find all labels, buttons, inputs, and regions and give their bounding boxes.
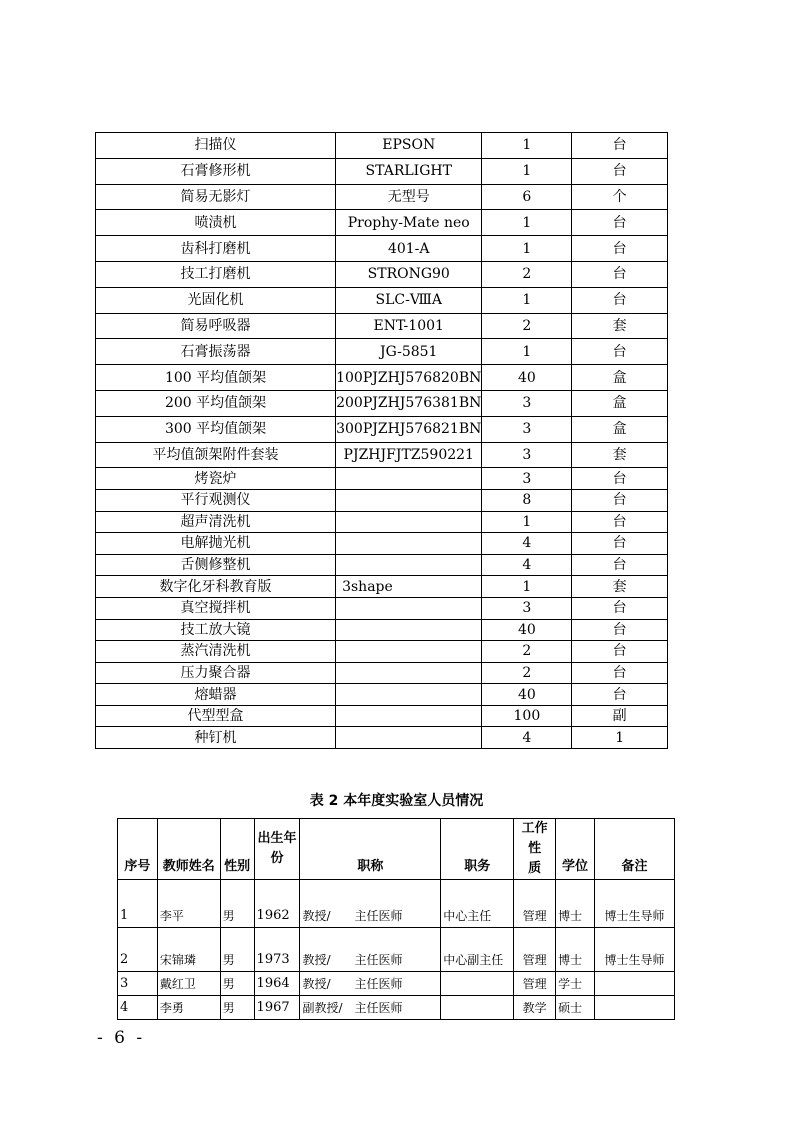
equipment-unit: 台 xyxy=(572,210,668,236)
staff-work-nature: 教学 xyxy=(514,996,556,1020)
equipment-row xyxy=(96,133,668,159)
staff-work-nature: 管理 xyxy=(514,928,556,972)
equipment-unit: 套 xyxy=(572,576,668,598)
staff-seq: 2 xyxy=(118,928,158,972)
equipment-quantity: 40 xyxy=(482,619,572,641)
equipment-model: 401-A xyxy=(336,236,482,262)
equipment-quantity: 2 xyxy=(482,641,572,663)
equipment-unit: 套 xyxy=(572,313,668,339)
staff-degree: 学士 xyxy=(556,972,595,996)
equipment-unit: 台 xyxy=(572,641,668,663)
equipment-quantity: 3 xyxy=(482,442,572,468)
equipment-unit: 台 xyxy=(572,489,668,511)
equipment-name: 100 平均值颌架 xyxy=(96,365,336,391)
equipment-name: 数字化牙科教育版 xyxy=(96,576,336,598)
equipment-quantity: 4 xyxy=(482,533,572,555)
equipment-model xyxy=(336,641,482,663)
equipment-model xyxy=(336,619,482,641)
equipment-model xyxy=(336,511,482,533)
equipment-unit: 1 xyxy=(572,727,668,749)
equipment-row xyxy=(96,554,668,576)
header-work-line2: 质 xyxy=(528,861,542,876)
staff-note: 博士生导师 xyxy=(595,880,675,928)
header-position: 职务 xyxy=(441,819,514,880)
staff-seq: 4 xyxy=(118,996,158,1020)
staff-table-caption: 表 2 本年度实验室人员情况 xyxy=(309,793,484,809)
staff-table xyxy=(117,818,675,1020)
equipment-row xyxy=(96,339,668,365)
equipment-unit: 盒 xyxy=(572,416,668,442)
page-number: - 6 - xyxy=(97,1028,146,1048)
equipment-row xyxy=(96,365,668,391)
equipment-model: 无型号 xyxy=(336,184,482,210)
equipment-model xyxy=(336,533,482,555)
equipment-name: 石膏修形机 xyxy=(96,158,336,184)
header-birth-line1: 出生年 xyxy=(257,831,297,846)
equipment-unit: 台 xyxy=(572,468,668,490)
equipment-row xyxy=(96,705,668,727)
equipment-row xyxy=(96,442,668,468)
equipment-row xyxy=(96,390,668,416)
staff-row xyxy=(118,928,675,972)
equipment-row xyxy=(96,727,668,749)
equipment-name: 平行观测仪 xyxy=(96,489,336,511)
equipment-row xyxy=(96,236,668,262)
staff-work-nature: 管理 xyxy=(514,880,556,928)
equipment-quantity: 3 xyxy=(482,597,572,619)
staff-gender: 男 xyxy=(220,996,254,1020)
header-degree: 学位 xyxy=(556,819,595,880)
equipment-name: 代型型盒 xyxy=(96,705,336,727)
equipment-quantity: 40 xyxy=(482,684,572,706)
staff-note: 博士生导师 xyxy=(595,928,675,972)
equipment-unit: 台 xyxy=(572,533,668,555)
equipment-quantity: 1 xyxy=(482,339,572,365)
staff-degree: 博士 xyxy=(556,880,595,928)
staff-row xyxy=(118,972,675,996)
equipment-model xyxy=(336,597,482,619)
staff-title: 副教授/ 主任医师 xyxy=(300,996,441,1020)
staff-position: 中心副主任 xyxy=(441,928,514,972)
equipment-name: 平均值颌架附件套装 xyxy=(96,442,336,468)
staff-name: 宋锦璘 xyxy=(157,928,220,972)
equipment-name: 真空搅拌机 xyxy=(96,597,336,619)
equipment-row xyxy=(96,184,668,210)
staff-row xyxy=(118,880,675,928)
equipment-name: 熔蜡器 xyxy=(96,684,336,706)
equipment-model: PJZHJFJTZ590221 xyxy=(336,442,482,468)
equipment-quantity: 1 xyxy=(482,236,572,262)
staff-seq: 3 xyxy=(118,972,158,996)
header-birth-line2: 份 xyxy=(270,851,284,866)
equipment-model: 100PJZHJ576820BN xyxy=(336,365,482,391)
equipment-model: JG-5851 xyxy=(336,339,482,365)
header-work-line1: 工作性 xyxy=(521,821,548,856)
equipment-name: 超声清洗机 xyxy=(96,511,336,533)
equipment-unit: 台 xyxy=(572,597,668,619)
staff-work-nature: 管理 xyxy=(514,972,556,996)
equipment-quantity: 40 xyxy=(482,365,572,391)
staff-table-header-row xyxy=(118,819,675,880)
equipment-name: 压力聚合器 xyxy=(96,662,336,684)
equipment-quantity: 3 xyxy=(482,390,572,416)
equipment-name: 舌侧修整机 xyxy=(96,554,336,576)
header-note: 备注 xyxy=(595,819,675,880)
equipment-row xyxy=(96,533,668,555)
equipment-row xyxy=(96,597,668,619)
equipment-unit: 盒 xyxy=(572,365,668,391)
equipment-name: 扫描仪 xyxy=(96,133,336,159)
staff-name: 李平 xyxy=(157,880,220,928)
equipment-model: STARLIGHT xyxy=(336,158,482,184)
equipment-unit: 个 xyxy=(572,184,668,210)
equipment-model: SLC-ⅧA xyxy=(336,287,482,313)
equipment-model: 200PJZHJ576381BN xyxy=(336,390,482,416)
equipment-row xyxy=(96,489,668,511)
staff-name: 戴红卫 xyxy=(157,972,220,996)
staff-title: 教授/ 主任医师 xyxy=(300,928,441,972)
equipment-quantity: 8 xyxy=(482,489,572,511)
staff-position xyxy=(441,996,514,1020)
equipment-unit: 台 xyxy=(572,339,668,365)
staff-position xyxy=(441,972,514,996)
header-work-nature xyxy=(514,819,556,880)
staff-degree: 硕士 xyxy=(556,996,595,1020)
equipment-name: 300 平均值颌架 xyxy=(96,416,336,442)
equipment-quantity: 2 xyxy=(482,313,572,339)
equipment-quantity: 4 xyxy=(482,554,572,576)
equipment-model: STRONG90 xyxy=(336,261,482,287)
equipment-unit: 台 xyxy=(572,158,668,184)
staff-table-body xyxy=(118,880,675,1020)
equipment-name: 烤瓷炉 xyxy=(96,468,336,490)
equipment-unit: 套 xyxy=(572,442,668,468)
staff-note xyxy=(595,996,675,1020)
equipment-row xyxy=(96,576,668,598)
equipment-unit: 副 xyxy=(572,705,668,727)
staff-degree: 博士 xyxy=(556,928,595,972)
equipment-unit: 台 xyxy=(572,554,668,576)
equipment-name: 光固化机 xyxy=(96,287,336,313)
staff-seq: 1 xyxy=(118,880,158,928)
equipment-unit: 台 xyxy=(572,619,668,641)
equipment-unit: 台 xyxy=(572,236,668,262)
equipment-model xyxy=(336,489,482,511)
equipment-row xyxy=(96,641,668,663)
header-name: 教师姓名 xyxy=(157,819,220,880)
staff-note xyxy=(595,972,675,996)
equipment-unit: 盒 xyxy=(572,390,668,416)
equipment-model xyxy=(336,684,482,706)
equipment-row xyxy=(96,684,668,706)
equipment-quantity: 100 xyxy=(482,705,572,727)
equipment-model: ENT-1001 xyxy=(336,313,482,339)
equipment-quantity: 1 xyxy=(482,158,572,184)
staff-position: 中心主任 xyxy=(441,880,514,928)
equipment-name: 技工放大镜 xyxy=(96,619,336,641)
header-title: 职称 xyxy=(300,819,441,880)
equipment-model xyxy=(336,662,482,684)
header-seq: 序号 xyxy=(118,819,158,880)
equipment-quantity: 1 xyxy=(482,210,572,236)
staff-birth-year: 1973 xyxy=(254,928,300,972)
equipment-row xyxy=(96,261,668,287)
staff-gender: 男 xyxy=(220,880,254,928)
staff-gender: 男 xyxy=(220,972,254,996)
equipment-quantity: 2 xyxy=(482,261,572,287)
equipment-unit: 台 xyxy=(572,662,668,684)
staff-row xyxy=(118,996,675,1020)
staff-birth-year: 1962 xyxy=(254,880,300,928)
equipment-name: 简易呼吸器 xyxy=(96,313,336,339)
equipment-name: 简易无影灯 xyxy=(96,184,336,210)
equipment-quantity: 6 xyxy=(482,184,572,210)
equipment-quantity: 3 xyxy=(482,416,572,442)
equipment-table xyxy=(95,132,668,749)
equipment-row xyxy=(96,158,668,184)
equipment-quantity: 1 xyxy=(482,287,572,313)
equipment-name: 齿科打磨机 xyxy=(96,236,336,262)
equipment-name: 喷渍机 xyxy=(96,210,336,236)
equipment-table-body xyxy=(96,133,668,749)
equipment-model: 300PJZHJ576821BN xyxy=(336,416,482,442)
header-gender: 性别 xyxy=(220,819,254,880)
equipment-row xyxy=(96,468,668,490)
equipment-name: 蒸汽清洗机 xyxy=(96,641,336,663)
staff-title: 教授/ 主任医师 xyxy=(300,880,441,928)
equipment-row xyxy=(96,416,668,442)
equipment-row xyxy=(96,313,668,339)
equipment-unit: 台 xyxy=(572,261,668,287)
header-birth-year xyxy=(254,819,300,880)
staff-name: 李勇 xyxy=(157,996,220,1020)
equipment-model: 3shape xyxy=(336,576,482,598)
equipment-model: EPSON xyxy=(336,133,482,159)
equipment-model xyxy=(336,554,482,576)
equipment-unit: 台 xyxy=(572,684,668,706)
equipment-quantity: 2 xyxy=(482,662,572,684)
equipment-quantity: 1 xyxy=(482,576,572,598)
equipment-unit: 台 xyxy=(572,287,668,313)
equipment-quantity: 1 xyxy=(482,511,572,533)
equipment-name: 电解抛光机 xyxy=(96,533,336,555)
staff-birth-year: 1964 xyxy=(254,972,300,996)
equipment-row xyxy=(96,662,668,684)
equipment-row xyxy=(96,210,668,236)
staff-title: 教授/ 主任医师 xyxy=(300,972,441,996)
equipment-unit: 台 xyxy=(572,511,668,533)
equipment-row xyxy=(96,511,668,533)
equipment-quantity: 1 xyxy=(482,133,572,159)
equipment-unit: 台 xyxy=(572,133,668,159)
equipment-model xyxy=(336,705,482,727)
equipment-name: 种钉机 xyxy=(96,727,336,749)
equipment-quantity: 3 xyxy=(482,468,572,490)
equipment-row xyxy=(96,619,668,641)
equipment-row xyxy=(96,287,668,313)
equipment-quantity: 4 xyxy=(482,727,572,749)
equipment-model xyxy=(336,468,482,490)
equipment-model: Prophy-Mate neo xyxy=(336,210,482,236)
equipment-name: 200 平均值颌架 xyxy=(96,390,336,416)
equipment-name: 石膏振荡器 xyxy=(96,339,336,365)
staff-birth-year: 1967 xyxy=(254,996,300,1020)
staff-gender: 男 xyxy=(220,928,254,972)
equipment-name: 技工打磨机 xyxy=(96,261,336,287)
equipment-model xyxy=(336,727,482,749)
